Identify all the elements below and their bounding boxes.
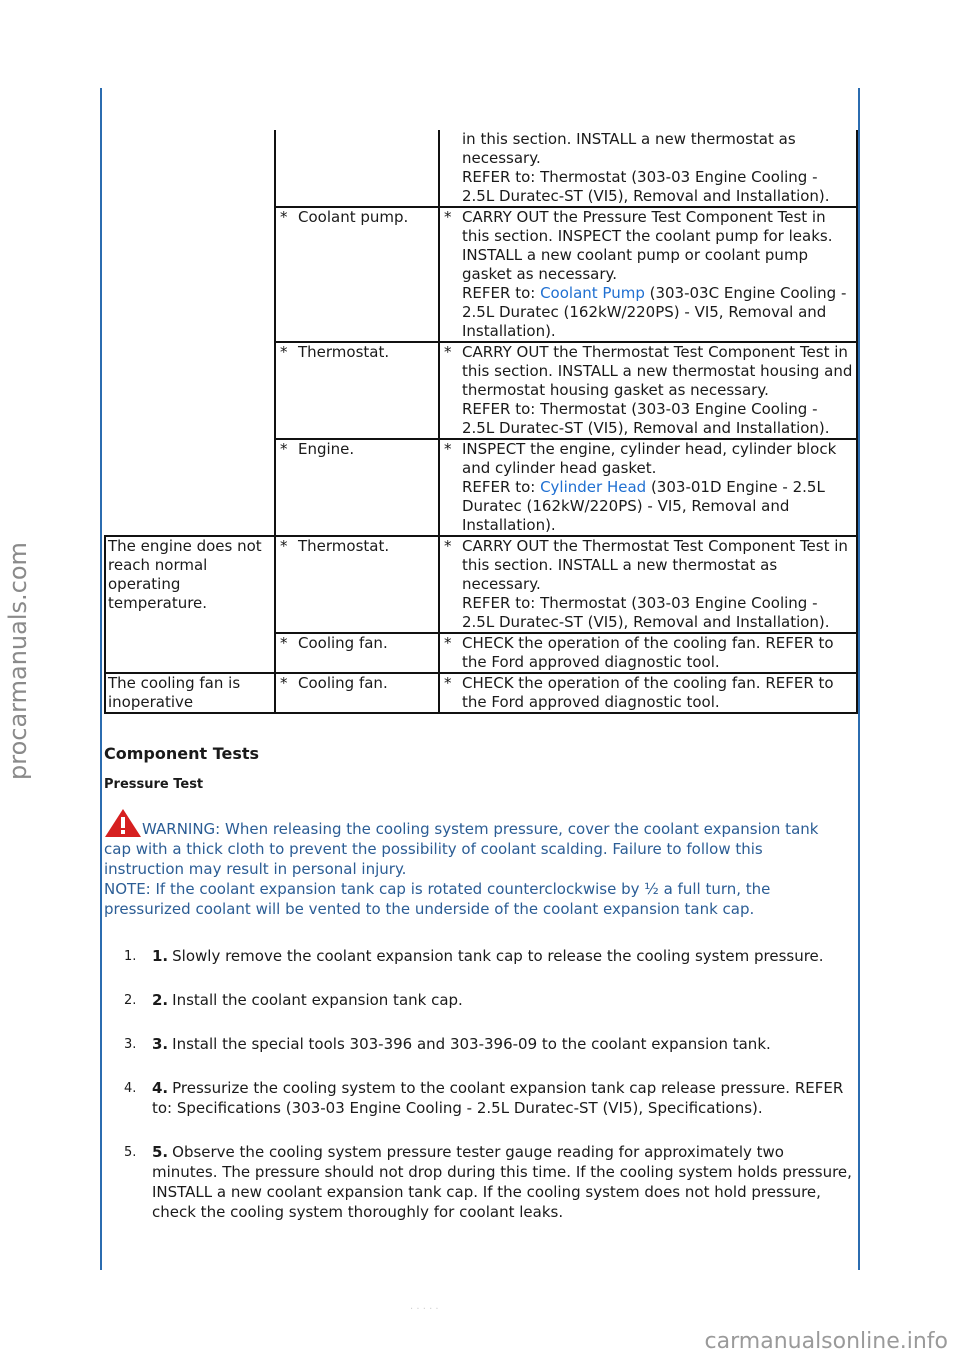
- action-paragraph: CARRY OUT the Pressure Test Component Test in this section. INSPECT the coolant pump for leaks. INSTALL a new coolant pump or coolant pump gasket as necessary.: [462, 208, 833, 283]
- bullet-star: *: [280, 208, 288, 226]
- source-text: Cooling fan.: [298, 634, 388, 652]
- step-number: 1.: [124, 949, 137, 964]
- action-cell: [439, 536, 857, 633]
- refer-prefix: REFER to:: [462, 478, 541, 496]
- bullet-star: *: [280, 634, 288, 652]
- bullet-star: *: [444, 440, 452, 458]
- step-bold-number: 1.: [152, 947, 169, 965]
- action-text: [462, 537, 854, 632]
- page-footer-mark: · · · · ·: [410, 1304, 439, 1315]
- side-watermark: procarmanuals.com: [4, 542, 32, 780]
- warning-text: WARNING: When releasing the cooling system pressure, cover the coolant expansion tank cap with a thick cloth to prevent the possibility of coolant scalding. Failure to follow this instruction may result in personal injury.: [104, 820, 819, 878]
- action-text: [462, 343, 854, 438]
- bullet-star: *: [280, 674, 288, 692]
- action-paragraph: CHECK the operation of the cooling fan. REFER to the Ford approved diagnostic tool.: [462, 674, 834, 711]
- table-row: [105, 673, 857, 713]
- action-cell: [439, 130, 857, 207]
- action-cell: [439, 207, 857, 342]
- action-cell: [439, 439, 857, 536]
- procedure-step: [104, 946, 854, 966]
- step-text: Install the coolant expansion tank cap.: [172, 991, 463, 1009]
- step-number: 5.: [124, 1145, 137, 1160]
- action-text: [462, 634, 854, 672]
- bullet-star: *: [444, 208, 452, 226]
- bullet-star: *: [280, 343, 288, 361]
- bullet-star: *: [280, 537, 288, 555]
- right-margin-rule: [858, 88, 860, 1270]
- bullet-star: *: [280, 440, 288, 458]
- source-cell: [275, 633, 439, 673]
- step-bold-number: 2.: [152, 991, 169, 1009]
- action-text: [462, 674, 854, 712]
- procedure-step: [104, 1034, 854, 1054]
- pressure-test-heading: Pressure Test: [104, 777, 204, 792]
- bullet-star: [442, 130, 462, 206]
- step-text: Observe the cooling system pressure tester gauge reading for approximately two minutes. The pressure should not drop during this time. If the cooling system holds pressure, INSTALL a new coolant expansion tank cap. If the cooling system does not hold pressure, check the cooling system thoroughly for coolant leaks.: [152, 1143, 852, 1221]
- action-paragraph: CHECK the operation of the cooling fan. REFER to the Ford approved diagnostic tool.: [462, 634, 834, 671]
- source-cell: [275, 673, 439, 713]
- action-paragraph: CARRY OUT the Thermostat Test Component Test in this section. INSTALL a new thermostat housing and thermostat housing gasket as necessary.: [462, 343, 853, 399]
- bottom-watermark: carmanualsonline.info: [704, 1329, 948, 1354]
- action-cell: [439, 342, 857, 439]
- procedure-step: [104, 1142, 854, 1222]
- symptom-cell: The engine does not reach normal operating temperature.: [105, 536, 275, 673]
- note-text: NOTE: If the coolant expansion tank cap is rotated counterclockwise by ½ a full turn, the pressurized coolant will be vented to the underside of the coolant expansion tank cap.: [104, 880, 771, 918]
- action-cell: [439, 673, 857, 713]
- refer-suffix: (303-01D Engine - 2.5L Duratec (162kW/220PS) - VI5, Removal and Installation).: [462, 478, 825, 534]
- step-bold-number: 4.: [152, 1079, 169, 1097]
- source-cell: [275, 207, 439, 342]
- bullet-star: *: [444, 634, 452, 652]
- reference-link[interactable]: Cylinder Head: [540, 478, 647, 496]
- procedure-step: [104, 990, 854, 1010]
- action-paragraph: in this section. INSTALL a new thermostat as necessary.: [462, 130, 796, 167]
- component-tests-heading: Component Tests: [104, 744, 260, 763]
- source-text: Cooling fan.: [298, 674, 388, 692]
- refer-prefix: REFER to:: [462, 284, 541, 302]
- source-cell: [275, 342, 439, 439]
- step-text: Pressurize the cooling system to the coolant expansion tank cap release pressure. REFER to: Specifications (303-03 Engine Cooling - 2.5L Duratec-ST (VI5), Specifications).: [152, 1079, 844, 1117]
- bullet-star: *: [444, 674, 452, 692]
- step-text: Slowly remove the coolant expansion tank cap to release the cooling system pressure.: [172, 947, 824, 965]
- source-text: Coolant pump.: [298, 208, 409, 226]
- action-text: [462, 130, 854, 206]
- reference-link[interactable]: Coolant Pump: [540, 284, 645, 302]
- action-paragraph: CARRY OUT the Thermostat Test Component Test in this section. INSTALL a new thermostat as necessary.: [462, 537, 848, 593]
- bullet-star: *: [444, 343, 452, 361]
- action-text: [462, 440, 854, 535]
- step-bold-number: 5.: [152, 1143, 169, 1161]
- diagnostic-table: [104, 130, 858, 714]
- source-cell: [275, 536, 439, 633]
- source-cell: [275, 130, 439, 207]
- action-text: [462, 208, 854, 341]
- source-cell: [275, 439, 439, 536]
- procedure-steps: [104, 946, 854, 1246]
- warning-icon: [104, 808, 142, 838]
- action-paragraph: REFER to: Thermostat (303-03 Engine Cooling - 2.5L Duratec-ST (VI5), Removal and Installation).: [462, 400, 830, 437]
- bullet-star: *: [444, 537, 452, 555]
- action-paragraph: INSPECT the engine, cylinder head, cylinder block and cylinder head gasket.: [462, 440, 837, 477]
- source-text: Thermostat.: [298, 537, 390, 555]
- procedure-step: [104, 1078, 854, 1118]
- symptom-cell: The cooling fan is inoperative: [105, 673, 275, 713]
- table-row: [105, 536, 857, 633]
- refer-suffix: (303-03C Engine Cooling - 2.5L Duratec (162kW/220PS) - VI5, Removal and Installation).: [462, 284, 847, 340]
- source-text: Thermostat.: [298, 343, 390, 361]
- step-number: 4.: [124, 1081, 137, 1096]
- source-text: Engine.: [298, 440, 355, 458]
- symptom-cell: [105, 130, 275, 536]
- left-margin-rule: [100, 88, 102, 1270]
- step-number: 2.: [124, 993, 137, 1008]
- warning-block: [104, 808, 844, 919]
- action-cell: [439, 633, 857, 673]
- step-text: Install the special tools 303-396 and 303-396-09 to the coolant expansion tank.: [172, 1035, 771, 1053]
- refer-paragraph: [462, 284, 854, 341]
- step-bold-number: 3.: [152, 1035, 169, 1053]
- action-paragraph: REFER to: Thermostat (303-03 Engine Cooling - 2.5L Duratec-ST (VI5), Removal and Installation).: [462, 594, 830, 631]
- table-row: [105, 130, 857, 207]
- action-paragraph: REFER to: Thermostat (303-03 Engine Cooling - 2.5L Duratec-ST (VI5), Removal and Installation).: [462, 168, 830, 205]
- step-number: 3.: [124, 1037, 137, 1052]
- refer-paragraph: [462, 478, 854, 535]
